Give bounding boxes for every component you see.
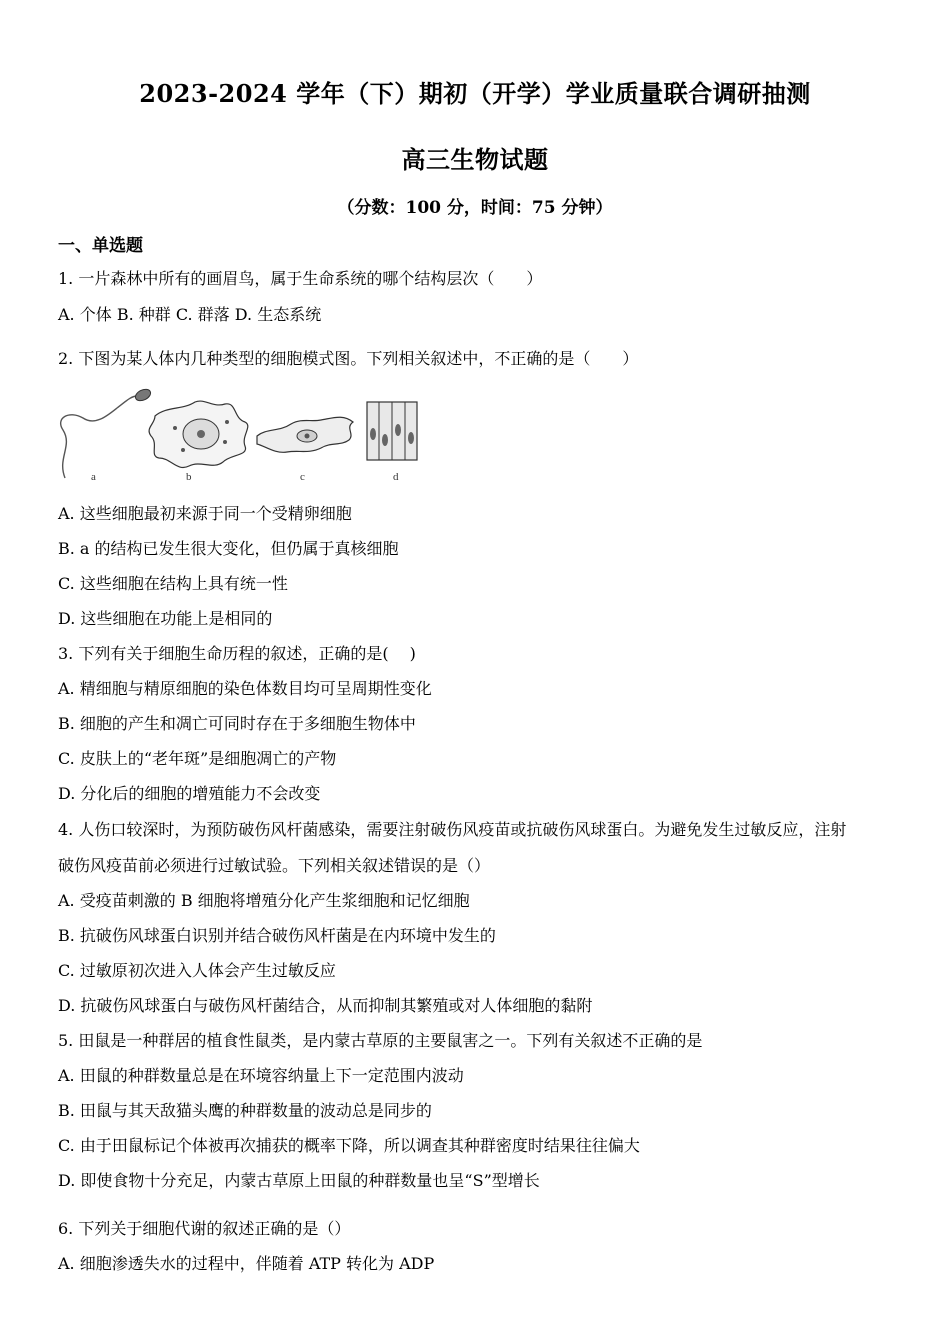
figure-label-b: b [186, 471, 192, 483]
figure-label-c: c [300, 471, 305, 483]
stellate-cell-illustration [149, 401, 248, 467]
question-4-stem-line1: 4. 人伤口较深时，为预防破伤风杆菌感染，需要注射破伤风疫苗或抗破伤风球蛋白。为避免发生过敏反应，注射 [58, 820, 847, 839]
figure-label-a: a [91, 471, 96, 483]
question-5-option-d: D. 即使食物十分充足，内蒙古草原上田鼠的种群数量也呈“S”型增长 [58, 1171, 540, 1190]
question-3-option-d: D. 分化后的细胞的增殖能力不会改变 [58, 784, 321, 803]
question-5-option-b: B. 田鼠与其天敌猫头鹰的种群数量的波动总是同步的 [58, 1101, 432, 1120]
question-5-stem: 5. 田鼠是一种群居的植食性鼠类，是内蒙古草原的主要鼠害之一。下列有关叙述不正确的是 [58, 1031, 703, 1050]
score-time-info: （分数：100 分，时间：75 分钟） [337, 198, 613, 218]
cell-types-figure [55, 388, 425, 488]
question-2-option-c: C. 这些细胞在结构上具有统一性 [58, 574, 288, 593]
question-2-stem: 2. 下图为某人体内几种类型的细胞模式图。下列相关叙述中，不正确的是（ ） [58, 349, 639, 368]
question-2-option-b: B. a 的结构已发生很大变化，但仍属于真核细胞 [58, 539, 399, 558]
exam-subtitle: 高三生物试题 [401, 145, 549, 174]
question-3-option-a: A. 精细胞与精原细胞的染色体数目均可呈周期性变化 [58, 679, 432, 698]
question-4-option-d: D. 抗破伤风球蛋白与破伤风杆菌结合，从而抑制其繁殖或对人体细胞的黏附 [58, 996, 593, 1015]
question-1-stem: 1. 一片森林中所有的画眉鸟，属于生命系统的哪个结构层次（ ） [58, 269, 543, 288]
question-4-option-b: B. 抗破伤风球蛋白识别并结合破伤风杆菌是在内环境中发生的 [58, 926, 496, 945]
section-heading: 一、单选题 [58, 236, 143, 256]
exam-title: 2023-2024 学年（下）期初（开学）学业质量联合调研抽测 [139, 79, 811, 108]
question-4-option-c: C. 过敏原初次进入人体会产生过敏反应 [58, 961, 336, 980]
question-4-option-a: A. 受疫苗刺激的 B 细胞将增殖分化产生浆细胞和记忆细胞 [58, 891, 470, 910]
question-4-stem-line2: 破伤风疫苗前必须进行过敏试验。下列相关叙述错误的是（） [58, 856, 491, 875]
question-2-option-a: A. 这些细胞最初来源于同一个受精卵细胞 [58, 504, 352, 523]
question-5-option-c: C. 由于田鼠标记个体被再次捕获的概率下降，所以调查其种群密度时结果往往偏大 [58, 1136, 640, 1155]
question-5-option-a: A. 田鼠的种群数量总是在环境容纳量上下一定范围内波动 [58, 1066, 464, 1085]
question-6-option-a: A. 细胞渗透失水的过程中，伴随着 ATP 转化为 ADP [58, 1254, 435, 1273]
question-2-option-d: D. 这些细胞在功能上是相同的 [58, 609, 273, 628]
question-3-option-b: B. 细胞的产生和凋亡可同时存在于多细胞生物体中 [58, 714, 416, 733]
spindle-cell-illustration [257, 417, 353, 452]
question-3-stem: 3. 下列有关于细胞生命历程的叙述，正确的是( ) [58, 644, 416, 663]
sperm-cell-illustration [61, 388, 153, 478]
question-1-options: A. 个体 B. 种群 C. 群落 D. 生态系统 [58, 305, 322, 324]
question-6-stem: 6. 下列关于细胞代谢的叙述正确的是（） [58, 1219, 351, 1238]
figure-label-d: d [393, 471, 399, 483]
question-3-option-c: C. 皮肤上的“老年斑”是细胞凋亡的产物 [58, 749, 337, 768]
epithelium-cell-illustration [367, 402, 417, 460]
